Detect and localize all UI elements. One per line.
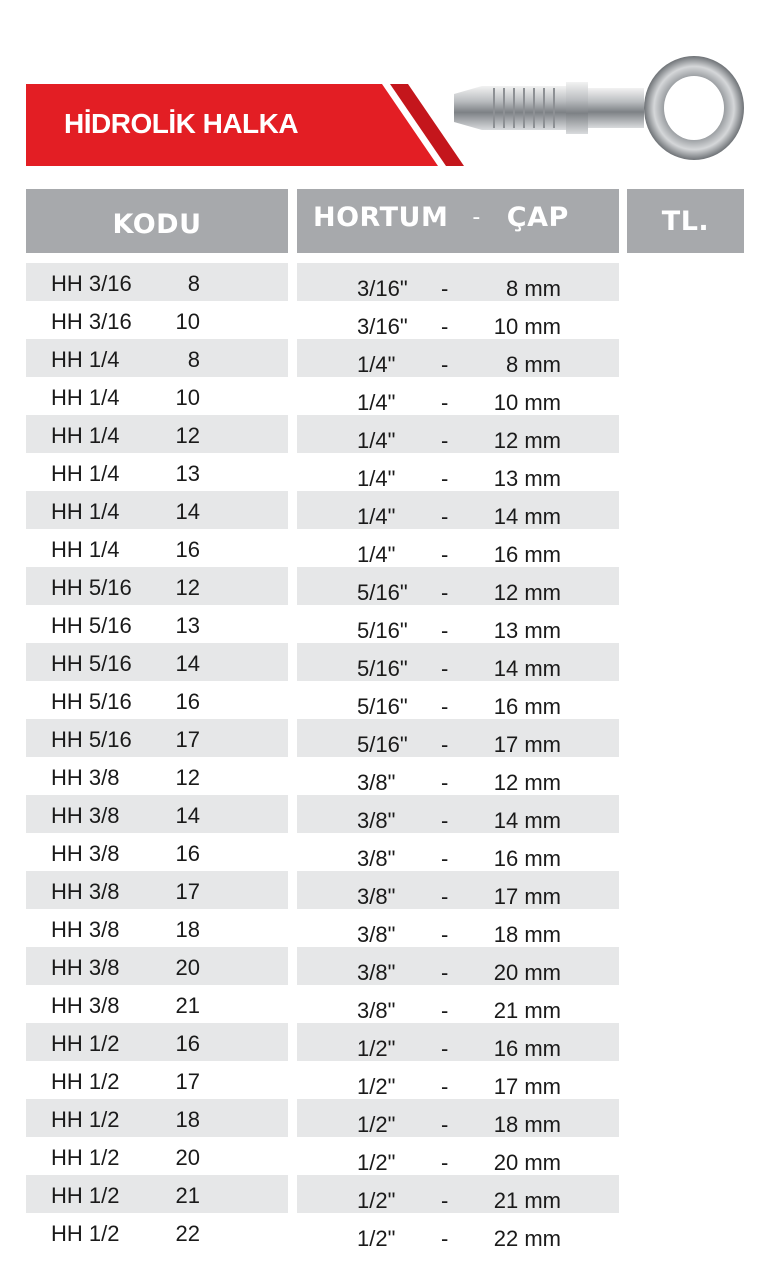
code-cell [26, 757, 288, 795]
hose-cell [297, 1137, 619, 1175]
hose-cell [297, 605, 619, 643]
table-row [0, 529, 768, 567]
hose-cell [297, 1213, 619, 1251]
hose-cell [297, 491, 619, 529]
header-code: KODU [26, 189, 288, 253]
product-size: 18 [175, 917, 200, 942]
product-size: 16 [175, 1031, 200, 1056]
hose-separator: - [441, 1188, 449, 1213]
product-code: HH 3/8 [51, 993, 120, 1018]
hose-cell [297, 377, 619, 415]
code-cell [26, 1099, 288, 1137]
hose-separator: - [441, 276, 449, 301]
code-cell [26, 453, 288, 491]
hose-cell [297, 719, 619, 757]
product-size: 14 [175, 651, 200, 676]
code-cell [26, 415, 288, 453]
table-row [0, 909, 768, 947]
hose-mm: 12 mm [493, 580, 561, 605]
hose-mm: 10 mm [493, 314, 561, 339]
product-code: HH 3/8 [51, 841, 120, 866]
hose-separator: - [441, 1226, 449, 1251]
hose-cell [297, 529, 619, 567]
hose-separator: - [441, 808, 449, 833]
hose-cell [297, 757, 619, 795]
hose-mm: 8 mm [506, 352, 561, 377]
hose-mm: 22 mm [493, 1226, 561, 1251]
hose-mm: 16 mm [493, 1036, 561, 1061]
product-code: HH 3/8 [51, 917, 120, 942]
code-cell [26, 985, 288, 1023]
table-row [0, 1061, 768, 1099]
hose-mm: 18 mm [493, 922, 561, 947]
hose-separator: - [441, 542, 449, 567]
header-price: TL. [627, 189, 744, 253]
table-row [0, 681, 768, 719]
hose-separator: - [441, 694, 449, 719]
hose-inch: 5/16" [357, 580, 408, 605]
hose-separator: - [441, 1112, 449, 1137]
hose-mm: 16 mm [493, 694, 561, 719]
hose-mm: 13 mm [493, 466, 561, 491]
hose-inch: 5/16" [357, 732, 408, 757]
hose-mm: 16 mm [493, 846, 561, 871]
hose-mm: 14 mm [493, 808, 561, 833]
code-cell [26, 1175, 288, 1213]
product-size: 16 [175, 689, 200, 714]
code-cell [26, 1061, 288, 1099]
product-code: HH 1/4 [51, 499, 120, 524]
hose-inch: 3/8" [357, 960, 396, 985]
product-code: HH 1/2 [51, 1183, 120, 1208]
product-size: 22 [175, 1221, 200, 1246]
hose-separator: - [441, 770, 449, 795]
hose-mm: 16 mm [493, 542, 561, 567]
code-cell [26, 719, 288, 757]
hose-inch: 5/16" [357, 656, 408, 681]
header-hose-diameter [297, 189, 619, 253]
hose-cell [297, 909, 619, 947]
hose-separator: - [441, 618, 449, 643]
hose-mm: 10 mm [493, 390, 561, 415]
hose-inch: 5/16" [357, 618, 408, 643]
table-row [0, 947, 768, 985]
table-row [0, 453, 768, 491]
table-row [0, 1175, 768, 1213]
hose-cell [297, 795, 619, 833]
hose-separator: - [441, 1074, 449, 1099]
hose-mm: 17 mm [493, 1074, 561, 1099]
table-row [0, 1213, 768, 1251]
product-code: HH 1/2 [51, 1069, 120, 1094]
hose-separator: - [441, 656, 449, 681]
table-row [0, 263, 768, 301]
product-code: HH 3/8 [51, 879, 120, 904]
product-size: 16 [175, 841, 200, 866]
product-code: HH 1/2 [51, 1221, 120, 1246]
code-cell [26, 795, 288, 833]
hose-separator: - [441, 922, 449, 947]
code-cell [26, 833, 288, 871]
hose-mm: 12 mm [493, 428, 561, 453]
product-size: 14 [175, 499, 200, 524]
hose-cell [297, 453, 619, 491]
hose-inch: 1/4" [357, 504, 396, 529]
hose-separator: - [441, 732, 449, 757]
product-size: 21 [175, 993, 200, 1018]
hose-separator: - [441, 1036, 449, 1061]
product-size: 20 [175, 955, 200, 980]
hose-separator: - [441, 1150, 449, 1175]
hose-inch: 1/4" [357, 390, 396, 415]
code-cell [26, 871, 288, 909]
header-diameter: ÇAP [506, 201, 569, 233]
hose-mm: 18 mm [493, 1112, 561, 1137]
code-cell [26, 681, 288, 719]
hose-inch: 1/2" [357, 1226, 396, 1251]
table-row [0, 1023, 768, 1061]
product-size: 14 [175, 803, 200, 828]
table-row [0, 377, 768, 415]
hose-inch: 1/4" [357, 428, 396, 453]
hose-separator: - [441, 314, 449, 339]
product-code: HH 1/4 [51, 347, 120, 372]
table-row [0, 795, 768, 833]
table-row [0, 1099, 768, 1137]
hose-mm: 20 mm [493, 960, 561, 985]
hose-cell [297, 833, 619, 871]
product-size: 18 [175, 1107, 200, 1132]
hose-cell [297, 567, 619, 605]
table-row [0, 491, 768, 529]
product-size: 13 [175, 461, 200, 486]
hose-mm: 21 mm [493, 1188, 561, 1213]
table-row [0, 985, 768, 1023]
banjo-fitting-icon [446, 52, 746, 172]
code-cell [26, 529, 288, 567]
product-code: HH 1/2 [51, 1145, 120, 1170]
table-row [0, 605, 768, 643]
code-cell [26, 491, 288, 529]
product-code: HH 5/16 [51, 613, 132, 638]
hose-separator: - [441, 352, 449, 377]
product-size: 20 [175, 1145, 200, 1170]
hose-mm: 17 mm [493, 884, 561, 909]
product-size: 21 [175, 1183, 200, 1208]
product-size: 8 [187, 271, 200, 296]
hose-mm: 13 mm [493, 618, 561, 643]
product-code: HH 1/4 [51, 461, 120, 486]
header-hose: HORTUM [313, 201, 449, 233]
hose-inch: 3/8" [357, 770, 396, 795]
product-code: HH 5/16 [51, 651, 132, 676]
hose-cell [297, 415, 619, 453]
hose-separator: - [441, 390, 449, 415]
product-code: HH 1/4 [51, 385, 120, 410]
hose-separator: - [441, 504, 449, 529]
product-code: HH 3/16 [51, 309, 132, 334]
product-code: HH 1/2 [51, 1107, 120, 1132]
product-code: HH 3/16 [51, 271, 132, 296]
table-row [0, 339, 768, 377]
page-title: HİDROLİK HALKA [64, 108, 299, 139]
hose-inch: 3/8" [357, 998, 396, 1023]
product-size: 8 [187, 347, 200, 372]
hose-mm: 8 mm [506, 276, 561, 301]
code-cell [26, 263, 288, 301]
hose-inch: 3/8" [357, 846, 396, 871]
product-size: 10 [175, 309, 200, 334]
hose-inch: 3/8" [357, 808, 396, 833]
hose-inch: 5/16" [357, 694, 408, 719]
hose-inch: 3/8" [357, 884, 396, 909]
hose-inch: 3/16" [357, 314, 408, 339]
hose-inch: 1/2" [357, 1188, 396, 1213]
product-table [0, 263, 768, 1251]
hose-cell [297, 985, 619, 1023]
hose-cell [297, 1061, 619, 1099]
table-row [0, 567, 768, 605]
hose-cell [297, 1175, 619, 1213]
hose-mm: 17 mm [493, 732, 561, 757]
hose-inch: 1/2" [357, 1074, 396, 1099]
product-size: 13 [175, 613, 200, 638]
hose-inch: 1/2" [357, 1150, 396, 1175]
product-code: HH 3/8 [51, 765, 120, 790]
hose-mm: 21 mm [493, 998, 561, 1023]
product-code: HH 5/16 [51, 575, 132, 600]
code-cell [26, 909, 288, 947]
hose-cell [297, 301, 619, 339]
hose-cell [297, 871, 619, 909]
hose-cell [297, 1023, 619, 1061]
hose-inch: 1/4" [357, 352, 396, 377]
hose-cell [297, 339, 619, 377]
table-row [0, 719, 768, 757]
product-code: HH 1/4 [51, 537, 120, 562]
code-cell [26, 1137, 288, 1175]
hose-cell [297, 1099, 619, 1137]
product-code: HH 5/16 [51, 727, 132, 752]
hose-inch: 1/2" [357, 1036, 396, 1061]
product-size: 17 [175, 727, 200, 752]
hose-mm: 20 mm [493, 1150, 561, 1175]
product-code: HH 5/16 [51, 689, 132, 714]
hose-separator: - [441, 580, 449, 605]
product-size: 17 [175, 879, 200, 904]
code-cell [26, 605, 288, 643]
hose-separator: - [441, 998, 449, 1023]
product-size: 12 [175, 765, 200, 790]
product-size: 16 [175, 537, 200, 562]
hose-cell [297, 947, 619, 985]
table-row [0, 415, 768, 453]
table-row [0, 301, 768, 339]
product-size: 10 [175, 385, 200, 410]
hose-inch: 1/4" [357, 466, 396, 491]
hose-cell [297, 643, 619, 681]
product-size: 12 [175, 575, 200, 600]
hose-mm: 14 mm [493, 656, 561, 681]
hose-separator: - [441, 466, 449, 491]
code-cell [26, 947, 288, 985]
hose-cell [297, 263, 619, 301]
hose-inch: 1/4" [357, 542, 396, 567]
hose-separator: - [441, 846, 449, 871]
code-cell [26, 567, 288, 605]
hose-cell [297, 681, 619, 719]
product-code: HH 3/8 [51, 803, 120, 828]
hose-mm: 14 mm [493, 504, 561, 529]
table-row [0, 643, 768, 681]
code-cell [26, 339, 288, 377]
code-cell [26, 1213, 288, 1251]
table-row [0, 1137, 768, 1175]
product-code: HH 3/8 [51, 955, 120, 980]
product-code: HH 1/2 [51, 1031, 120, 1056]
product-size: 17 [175, 1069, 200, 1094]
code-cell [26, 301, 288, 339]
hose-inch: 3/16" [357, 276, 408, 301]
hose-mm: 12 mm [493, 770, 561, 795]
product-code: HH 1/4 [51, 423, 120, 448]
product-size: 12 [175, 423, 200, 448]
table-row [0, 871, 768, 909]
hose-separator: - [441, 428, 449, 453]
hose-separator: - [441, 960, 449, 985]
header-separator: - [472, 204, 481, 230]
table-row [0, 833, 768, 871]
title-banner [26, 84, 466, 166]
code-cell [26, 377, 288, 415]
hose-inch: 1/2" [357, 1112, 396, 1137]
code-cell [26, 1023, 288, 1061]
hose-inch: 3/8" [357, 922, 396, 947]
table-row [0, 757, 768, 795]
code-cell [26, 643, 288, 681]
hose-separator: - [441, 884, 449, 909]
